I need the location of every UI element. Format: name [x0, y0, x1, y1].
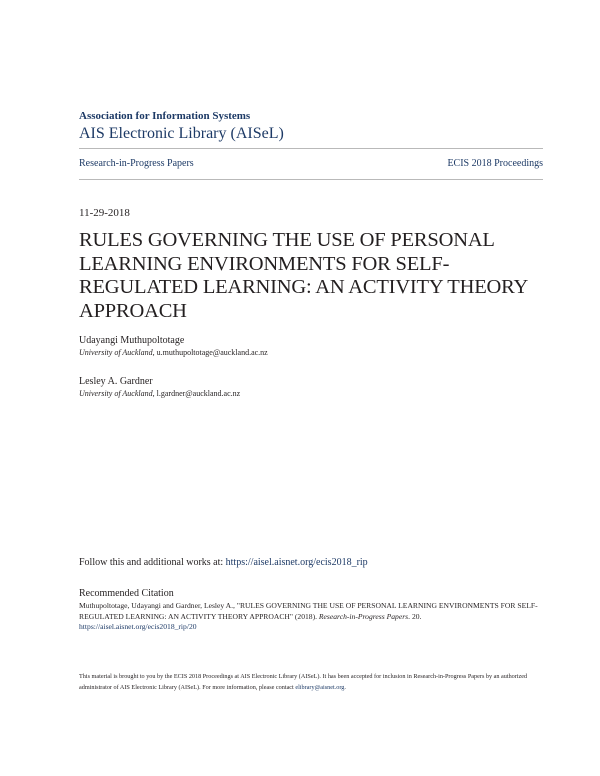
author-institution: University of Auckland	[79, 348, 153, 357]
author-affiliation	[79, 388, 240, 400]
series-link-proceedings[interactable]: ECIS 2018 Proceedings	[447, 158, 543, 169]
recommended-citation-heading: Recommended Citation	[79, 588, 174, 599]
author-email: , u.muthupoltotage@auckland.ac.nz	[152, 348, 268, 357]
follow-text: Follow this and additional works at:	[79, 557, 226, 568]
citation-text: Muthupoltotage, Udayangi and Gardner, Lesley A., "RULES GOVERNING THE USE OF PERSONAL LEARNING ENVIRONMENTS FOR SELF-REGULATED LEARNING: AN ACTIVITY THEORY APPROACH" (2018).	[79, 601, 538, 621]
author-institution: University of Auckland	[79, 389, 153, 398]
author-name: Udayangi Muthupoltotage	[79, 335, 185, 346]
bottom-divider	[79, 179, 543, 180]
collection-link[interactable]: https://aisel.aisnet.org/ecis2018_rip	[225, 557, 368, 568]
author-email: , l.gardner@auckland.ac.nz	[152, 389, 241, 398]
paper-title: RULES GOVERNING THE USE OF PERSONAL LEARNING ENVIRONMENTS FOR SELF-REGULATED LEARNING: AN ACTIVITY THEORY APPROACH	[79, 229, 528, 322]
repository-header	[79, 110, 284, 144]
citation-body	[79, 601, 544, 633]
notice-end: .	[344, 683, 346, 691]
contact-email-link[interactable]: elibrary@aisnet.org	[295, 683, 345, 691]
citation-journal: Research-in-Progress Papers	[318, 611, 409, 621]
notice-text: This material is brought to you by the ECIS 2018 Proceedings at AIS Electronic Library (AISeL). It has been accepted for inclusion in Research-in-Progress Papers by an authorized administrator of AIS Electronic Library (AISeL). For more information, please contact	[79, 673, 528, 691]
library-name[interactable]: AIS Electronic Library (AISeL)	[79, 125, 284, 142]
author-name: Lesley A. Gardner	[79, 376, 153, 387]
author-affiliation	[79, 347, 268, 359]
access-notice	[79, 672, 545, 693]
follow-line	[79, 557, 368, 568]
author-block	[79, 375, 240, 400]
publication-date: 11-29-2018	[79, 207, 130, 219]
top-divider	[79, 148, 543, 149]
series-link-research-in-progress[interactable]: Research-in-Progress Papers	[79, 158, 194, 169]
org-name[interactable]: Association for Information Systems	[79, 110, 251, 122]
citation-suffix: . 20.	[408, 611, 422, 621]
citation-link[interactable]: https://aisel.aisnet.org/ecis2018_rip/20	[79, 622, 197, 631]
author-block	[79, 334, 268, 359]
